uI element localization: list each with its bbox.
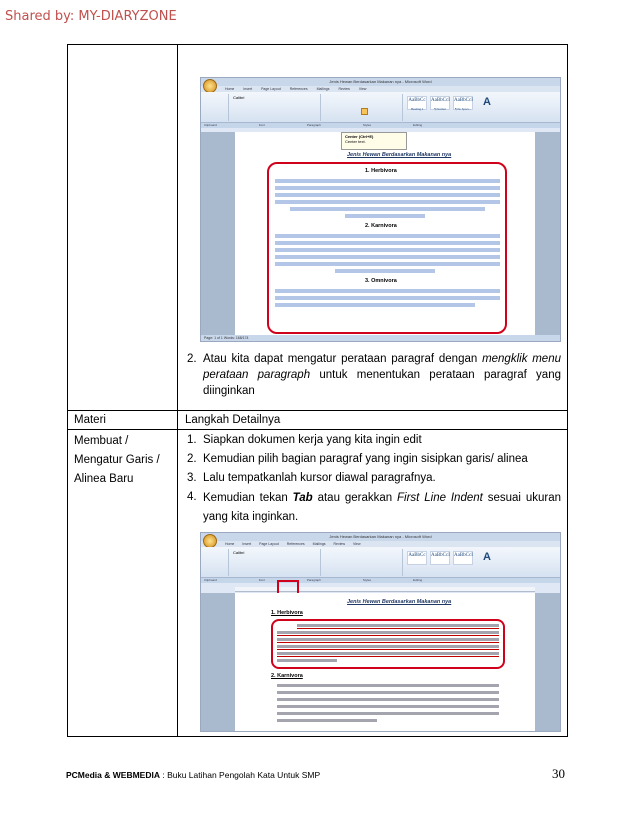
section-karnivora: 2. Karnivora: [271, 673, 303, 679]
window-title: Jenis Hewan Berdasarkan Makanan nya - Microsoft Word: [201, 78, 560, 86]
materi-cell: Membuat / Mengatur Garis / Alinea Baru: [74, 435, 160, 485]
step-number: 1.: [187, 434, 197, 446]
row-divider-header: [68, 410, 567, 411]
step-number: 2.: [187, 453, 197, 465]
document-area: [201, 132, 560, 335]
change-styles-icon: A: [483, 551, 491, 563]
step-3-text: Lalu tempatkanlah kursor diawal paragrafnya.: [203, 472, 436, 484]
center-tooltip: Center (Ctrl+E) Center text.: [341, 132, 407, 150]
office-button-icon: [203, 79, 217, 93]
font-name-box: Calibri: [233, 95, 245, 100]
tab-view: View: [358, 87, 367, 91]
tab-insert: Insert: [243, 87, 253, 91]
change-styles-icon: A: [483, 96, 491, 108]
step-number: 4.: [187, 491, 197, 503]
ribbon-tabs: Home Insert Page Layout References Mailings Review View: [201, 541, 560, 547]
doc-title: Jenis Hewan Berdasarkan Makanan nya: [347, 599, 452, 605]
paragraph-group: [323, 94, 403, 121]
document-area: [201, 593, 560, 731]
instruction-table: [67, 44, 568, 737]
ribbon-group-labels: Clipboard Font Paragraph Styles Editing: [201, 123, 560, 128]
font-group: [231, 94, 321, 121]
page-number: 30: [552, 766, 565, 781]
section-omnivora: 3. Omnivora: [365, 278, 397, 284]
style-normal: AaBbCcI ¶ Normal: [431, 98, 450, 111]
center-align-icon: [361, 108, 368, 115]
section-karnivora: 2. Karnivora: [365, 223, 397, 229]
step-1-text: Siapkan dokumen kerja yang kita ingin edit: [203, 434, 422, 446]
editing-group: [506, 94, 556, 121]
column-header-materi: Materi: [74, 414, 106, 426]
tab-home: Home: [225, 87, 235, 91]
tab-references: References: [289, 87, 308, 91]
word-screenshot-alignment: [200, 77, 561, 342]
style-no-spacing: AaBbCcI ¶ No Spaci...: [454, 98, 473, 111]
doc-title: Jenis Hewan Berdasarkan Makanan nya: [347, 152, 452, 158]
section-herbivora: 1. Herbivora: [271, 610, 303, 616]
word-screenshot-first-line-indent: [200, 532, 561, 732]
step-number: 2.: [187, 353, 197, 365]
shared-by-label: Shared by: MY-DIARYZONE: [5, 9, 177, 24]
status-bar: Page: 1 of 1 Words: 168/174: [201, 335, 560, 341]
step-2-text: Kemudian pilih bagian paragraf yang ingin sisipkan garis/ alinea: [203, 453, 528, 465]
column-divider: [177, 45, 178, 736]
step-text-alignment: Atau kita dapat mengatur perataan paragraf dengan mengklik menu perataan paragraph untuk menentukan perataan paragraf yang diinginkan: [203, 353, 561, 397]
window-title: Jenis Hewan Berdasarkan Makanan nya - Microsoft Word: [201, 533, 560, 541]
step-number: 3.: [187, 472, 197, 484]
document-page: [235, 593, 535, 732]
row-divider-body: [68, 429, 567, 430]
office-button-icon: [203, 534, 217, 548]
tab-review: Review: [338, 87, 350, 91]
section-herbivora: 1. Herbivora: [365, 168, 397, 174]
tab-mailings: Mailings: [316, 87, 330, 91]
style-heading2: AaBbCc Heading 2: [408, 98, 426, 111]
clipboard-group: [203, 94, 229, 121]
column-header-langkah: Langkah Detailnya: [185, 414, 281, 426]
ribbon: Calibri AaBbCc AaBbCcI AaBbCcI A: [201, 547, 560, 578]
footer: PCMedia & WEBMEDIA : Buku Latihan Pengolah Kata Untuk SMP: [66, 770, 321, 780]
ribbon: [201, 92, 560, 123]
step-4-text: Kemudian tekan Tab atau gerakkan First Line Indent sesuai ukuran yang kita inginkan.: [203, 492, 561, 523]
tab-page-layout: Page Layout: [261, 87, 281, 91]
document-page: [235, 132, 535, 342]
ribbon-group-labels: Clipboard Font Paragraph Styles Editing: [201, 578, 560, 583]
